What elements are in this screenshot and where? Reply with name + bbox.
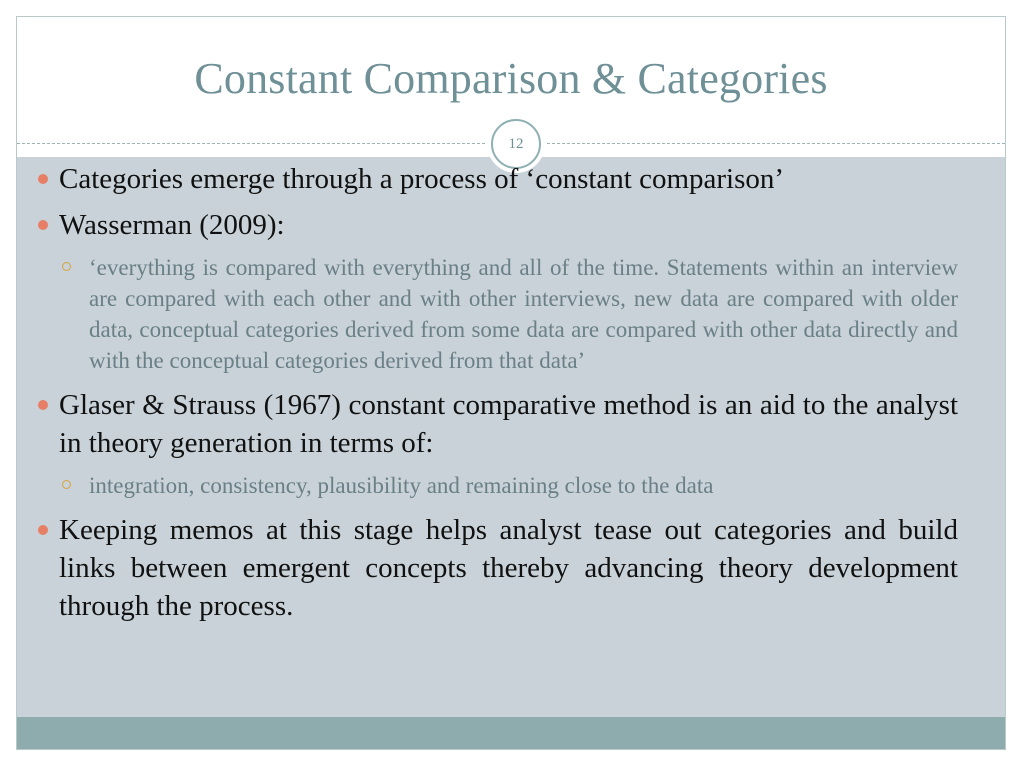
- bullet-item: [36, 386, 958, 462]
- sub-bullet-text: ‘everything is compared with everything and all of the time. Statements within an interview are compared with each other and with other interviews, new data are compared with older data, conceptual categories derived from some data are compared with other data directly and with the conceptual categories derived from that data’: [89, 255, 958, 373]
- bullet-text: Glaser & Strauss (1967) constant comparative method is an aid to the analyst in theory generation in terms of:: [59, 389, 958, 459]
- sub-bullet-item: [36, 252, 958, 376]
- bullet-item: [36, 160, 958, 198]
- sub-bullet-text: integration, consistency, plausibility and remaining close to the data: [89, 473, 714, 498]
- bullet-list: [36, 160, 958, 633]
- hollow-circle-bullet-icon: [62, 480, 71, 489]
- footer-bar: [17, 717, 1005, 750]
- bullet-dot-icon: [38, 525, 48, 535]
- bullet-text: Wasserman (2009):: [59, 209, 285, 241]
- bullet-text: Categories emerge through a process of ‘constant comparison’: [59, 163, 785, 195]
- bullet-dot-icon: [38, 400, 48, 410]
- slide-title: Constant Comparison & Categories: [194, 54, 828, 103]
- bullet-item: [36, 511, 958, 625]
- bullet-dot-icon: [38, 220, 48, 230]
- page-number: 12: [491, 119, 541, 169]
- sub-bullet-item: [36, 470, 958, 501]
- bullet-text: Keeping memos at this stage helps analyst tease out categories and build links between emergent concepts thereby advancing theory development through the process.: [59, 514, 958, 622]
- hollow-circle-bullet-icon: [62, 262, 71, 271]
- bullet-dot-icon: [38, 174, 48, 184]
- bullet-item: [36, 206, 958, 244]
